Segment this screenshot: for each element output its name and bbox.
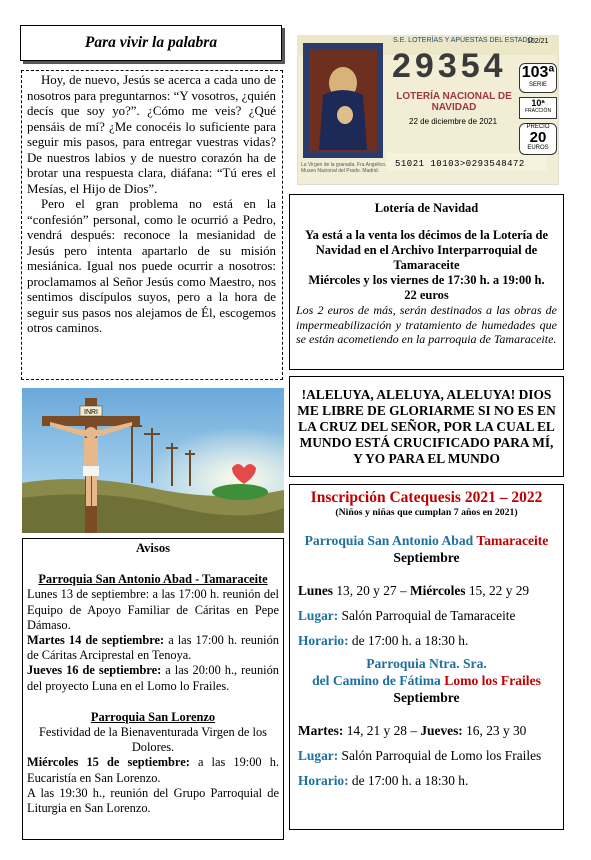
avisos-item-date: Jueves 16 de septiembre: (27, 663, 162, 678)
day-label: Lunes (298, 583, 333, 598)
ticket-number: 29354 (392, 47, 507, 85)
avisos-item-date: Miércoles 15 de septiembre: (27, 755, 190, 770)
day-label: Jueves: (420, 723, 463, 738)
loteria-schedule: Miércoles y los viernes de 17:30 h. a 19:00 h. (308, 273, 545, 287)
avisos-item-date: Martes 14 de septiembre: (27, 633, 165, 648)
ticket-precio: 20 (529, 129, 547, 146)
catequesis-box (289, 484, 564, 830)
avisos-section-title-san-lorenzo: Parroquia San Lorenzo (90, 709, 216, 724)
lottery-ticket-image (297, 35, 559, 185)
avisos-item (27, 633, 279, 663)
horario-label: Horario: (298, 773, 349, 788)
ticket-serie: 103ª (521, 64, 555, 81)
avisos-item: A las 19:30 h., reunión del Grupo Parroquial de Liturgia en San Lorenzo. (27, 785, 279, 816)
aleluya-box (289, 376, 564, 477)
loteria-note: Los 2 euros de más, serán destinados a las obras de impermeabilización y tratamiento de humedades que se están acometiendo en la parroquia de Tamaraceite. (296, 303, 557, 346)
loteria-price: 22 euros (404, 288, 449, 302)
parroquia-place: Lomo los Frailes (444, 673, 541, 688)
day-values: 13, 20 y 27 – (332, 583, 410, 598)
catequesis-title: Inscripción Catequesis 2021 – 2022 (310, 489, 543, 506)
catequesis-subtitle: (Niños y niñas que cumplan 7 años en 2021) (335, 507, 518, 518)
avisos-item: Festividad de la Bienaventurada Virgen de los Dolores. (39, 725, 267, 755)
avisos-box (22, 538, 284, 840)
section-title (20, 25, 282, 61)
parroquia-place: Tamaraceite (476, 533, 549, 548)
ticket-lottery-name: LOTERÍA NACIONAL DE NAVIDAD (396, 91, 512, 113)
day-values: 16, 23 y 30 (462, 723, 527, 738)
parroquia-fatima-heading-line2 (298, 672, 555, 689)
avisos-heading: Avisos (135, 541, 171, 555)
aleluya-text: !ALELUYA, ALELUYA, ALELUYA! DIOS ME LIBRE DE GLORIARME SI NO ES EN LA CRUZ DEL SEÑOR, POR LA CUAL EL MUNDO ESTÁ CRUCIFICADO PARA MÍ, Y YO PARA EL MUNDO (297, 387, 556, 466)
lugar-value: Salón Parroquial de Lomo los Frailes (338, 748, 542, 763)
avisos-section-title-san-antonio: Parroquia San Antonio Abad - Tamaraceite (38, 572, 268, 587)
ticket-caption: La Virgen de la granada. Fra Angelico. Museo Nacional del Prado. Madrid. (301, 162, 387, 174)
avisos-item (27, 663, 279, 693)
parroquia-month: Septiembre (393, 550, 460, 565)
avisos-item-text: a las 17:00 h. reunión de Cáritas Arciprestal en Tenoya. (27, 633, 280, 663)
ticket-euros: EUROS (527, 145, 549, 151)
ticket-header: S.E. LOTERÍAS Y APUESTAS DEL ESTADO (393, 37, 534, 44)
catequesis-lugar (298, 607, 555, 624)
section-title-text: Para vivir la palabra (84, 34, 218, 51)
ticket-fraccion-label: FRACCIÓN (524, 108, 552, 114)
lugar-label: Lugar: (298, 608, 339, 623)
parroquia-fatima-heading-line1: Parroquia Ntra. Sra. (366, 656, 487, 671)
parroquia-name: del Camino de Fátima (312, 673, 441, 688)
avisos-item-text: a las 19:00 h. Eucaristía en San Lorenzo. (27, 755, 280, 785)
loteria-box (289, 194, 564, 370)
crucifix-illustration (22, 388, 284, 533)
avisos-item-text: a las 20:00 h., reunión del proyecto Luna en el Lomo lo Frailes. (27, 663, 279, 693)
ticket-fraccion-box (519, 97, 557, 119)
ticket-code: 102/21 (527, 38, 549, 45)
avisos-item: Lunes 13 de septiembre: a las 17:00 h. reunión del Equipo de Apoyo Familiar de Cáritas en Pepe Dámaso. (27, 587, 279, 632)
day-label: Miércoles (409, 583, 466, 598)
parroquia-month: Septiembre (393, 690, 460, 705)
horario-label: Horario: (298, 633, 349, 648)
loteria-announcement: Ya está a la venta los décimos de la Lotería de Navidad en el Archivo Interparroquial de Tamaraceite (304, 228, 549, 272)
ticket-fraccion: 10ª (531, 98, 545, 108)
ticket-serie-label: SERIE (528, 82, 547, 88)
day-values: 15, 22 y 29 (465, 583, 530, 598)
parroquia-name: Parroquia San Antonio Abad (304, 533, 474, 548)
ticket-barcode: 51021 10103>0293548472 (395, 159, 525, 169)
horario-value: de 17:00 h. a 18:30 h. (348, 633, 469, 648)
lugar-label: Lugar: (298, 748, 339, 763)
reflection-paragraph-1: Hoy, de nuevo, Jesús se acerca a cada uno de nosotros para preguntarnos: “Y vosotros, ¿quién decís que soy yo?”. ¿Cómo me veis? ¿Qué pensáis de mí? ¿Me conocéis lo suficiente para seguir mis pasos, para entregar vuestras vidas? De nuestros labios y de nuestro corazón ha de brotar una respuesta clara, diáfana: “Tú eres el Mesías, el Hijo de Dios”. (27, 73, 276, 196)
day-values: 14, 21 y 28 – (343, 723, 421, 738)
catequesis-days (298, 722, 555, 739)
catequesis-days (298, 582, 555, 599)
reflection-paragraph-2: Pero el gran problema no está en la “confesión” personal, como le ocurrió a Pedro, vendrá después: reconoce la mesianidad de Jesús pero intenta apartarlo de su misión mesiánica. Igual nos puede ocurrir a nosotros: proclamamos al Señor Jesús como Maestro, nos sentimos discípulos suyos, pero a la hora de seguir sus pasos nos alejamos de Él, escogemos otros caminos. (27, 197, 276, 335)
reflection-box (21, 70, 283, 380)
ticket-precio-box (519, 123, 557, 155)
catequesis-horario (298, 632, 555, 649)
horario-value: de 17:00 h. a 18:30 h. (348, 773, 469, 788)
ticket-serie-box (519, 63, 557, 93)
day-label: Martes: (298, 723, 344, 738)
catequesis-lugar (298, 747, 555, 764)
parroquia-san-antonio-heading (298, 532, 555, 549)
loteria-heading: Lotería de Navidad (374, 201, 479, 215)
lugar-value: Salón Parroquial de Tamaraceite (338, 608, 516, 623)
inri-sign: INRI (84, 409, 98, 416)
ticket-precio-label: PRECIO (526, 124, 550, 130)
ticket-date: 22 de diciembre de 2021 (409, 117, 498, 126)
catequesis-horario (298, 772, 555, 789)
crucifix-scene-icon (22, 388, 284, 533)
avisos-item (27, 755, 279, 785)
